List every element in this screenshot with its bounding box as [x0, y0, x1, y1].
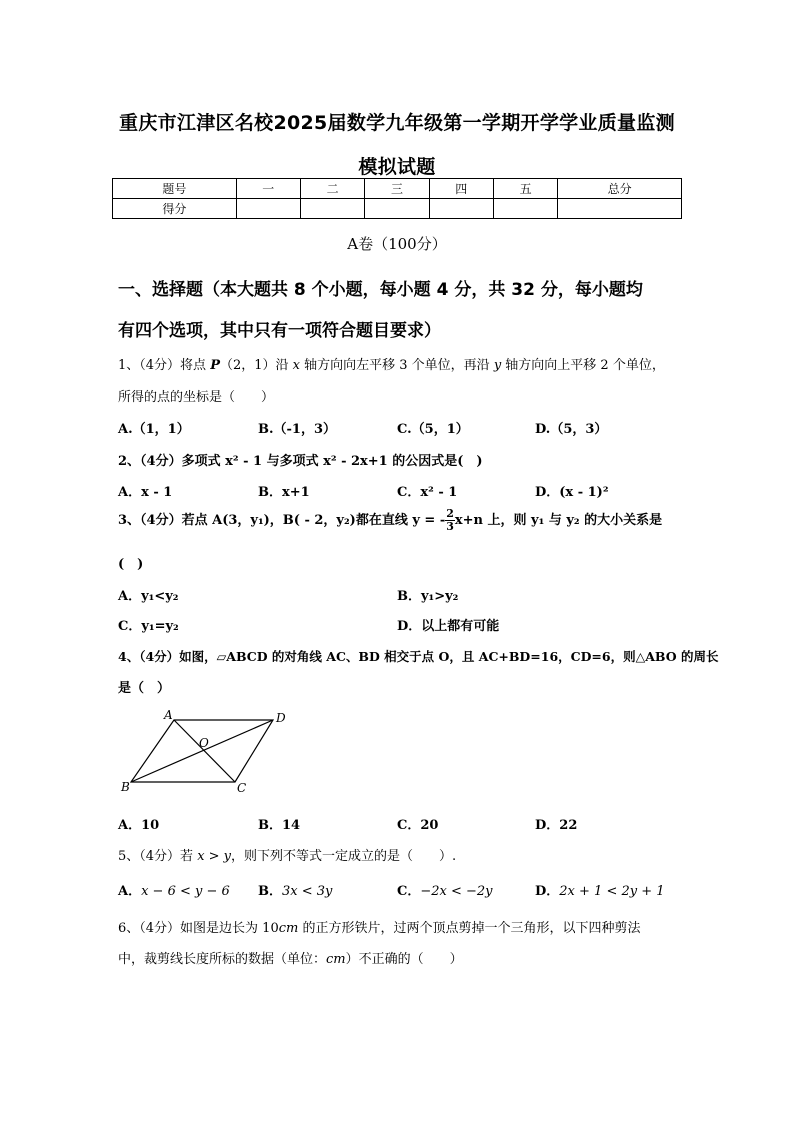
- q3-option-d[interactable]: D．以上都有可能: [397, 619, 500, 634]
- score-row-label: 得分: [113, 199, 237, 219]
- q5-option-b-prefix: B．: [258, 884, 282, 899]
- score-cell: [493, 199, 557, 219]
- exam-title-line1: 重庆市江津区名校2025届数学九年级第一学期开学学业质量监测: [119, 112, 675, 134]
- q5-condition: x > y: [197, 849, 232, 864]
- label-c: C: [237, 781, 247, 795]
- q6-unit-2: cm: [326, 952, 346, 967]
- q4-option-d[interactable]: D．22: [535, 818, 578, 833]
- q3-text-line1: [118, 508, 662, 533]
- score-header-cell: 二: [300, 179, 364, 199]
- q5-option-d[interactable]: [535, 880, 665, 899]
- q5-option-a-math: x − 6 < y − 6: [141, 884, 230, 899]
- score-header-cell: 五: [493, 179, 557, 199]
- q1-text-d: 轴方向向上平移 2 个单位，: [501, 358, 665, 373]
- part1-heading-line2: 有四个选项，其中只有一项符合题目要求）: [118, 321, 441, 341]
- q6-text-c: 中，裁剪线长度所标的数据（单位：: [118, 952, 327, 967]
- score-header-cell: 题号: [113, 179, 237, 199]
- q2-option-c[interactable]: C．x² - 1: [397, 485, 458, 500]
- score-cell: [365, 199, 429, 219]
- score-header-cell: 三: [365, 179, 429, 199]
- q4-option-c[interactable]: C．20: [397, 818, 439, 833]
- q1-axis-y: y: [493, 358, 502, 373]
- q6-text-d: ）不正确的（ ）: [345, 952, 463, 967]
- q3-option-b[interactable]: B．y₁>y₂: [397, 589, 459, 604]
- q2-option-b[interactable]: B．x+1: [258, 485, 310, 500]
- q5-option-a-prefix: A．: [118, 884, 142, 899]
- score-table-score-row: [113, 199, 682, 219]
- section-a-title: A卷（100分）: [347, 235, 447, 253]
- q2-option-d[interactable]: D．(x - 1)²: [535, 485, 609, 500]
- q4-option-b[interactable]: B．14: [258, 818, 301, 833]
- score-header-cell: 一: [236, 179, 300, 199]
- q5-option-d-math: 2x + 1 < 2y + 1: [559, 884, 665, 899]
- label-o: O: [199, 736, 209, 750]
- q1-text-b: （2，1）沿: [219, 358, 293, 373]
- diagonal-ac: [174, 720, 235, 782]
- part1-heading-line1: 一、选择题（本大题共 8 个小题，每小题 4 分，共 32 分，每小题均: [118, 280, 643, 300]
- q5-text-a: 5、（4分）若: [118, 849, 198, 864]
- q1-option-b[interactable]: B.（-1，3）: [258, 422, 337, 437]
- q5-option-a[interactable]: [118, 880, 230, 899]
- label-d: D: [276, 711, 286, 725]
- q5-option-c[interactable]: [397, 880, 493, 899]
- q2-option-a[interactable]: A．x - 1: [118, 485, 173, 500]
- score-cell: [236, 199, 300, 219]
- score-table-header-row: [113, 179, 682, 199]
- q5-option-c-prefix: C．: [397, 884, 421, 899]
- score-cell: [300, 199, 364, 219]
- q1-text-a: 1、（4分）将点: [118, 358, 211, 373]
- score-header-cell: 总分: [558, 179, 682, 199]
- q3-frac-den: 3: [446, 520, 454, 533]
- q6-text-b: 的正方形铁片，过两个顶点剪掉一个三角形，以下四种剪法: [298, 921, 641, 936]
- score-cell: [558, 199, 682, 219]
- exam-title-line2: 模拟试题: [358, 156, 436, 178]
- q1-option-d[interactable]: D.（5，3）: [535, 422, 608, 437]
- q5-option-b-math: 3x < 3y: [282, 884, 333, 899]
- q4-text-line2: 是（ ）: [118, 681, 171, 696]
- q1-text-line2: 所得的点的坐标是（ ）: [118, 390, 275, 405]
- q5-option-b[interactable]: [258, 880, 332, 899]
- q5-text-b: ，则下列不等式一定成立的是（ ）.: [231, 849, 457, 864]
- q4-option-a[interactable]: A．10: [118, 818, 160, 833]
- q3-text-b: x+n 上，则 y₁ 与 y₂ 的大小关系是: [454, 513, 663, 528]
- score-header-cell: 四: [429, 179, 493, 199]
- q6-text-line2: [118, 948, 463, 967]
- q3-text-a: 3、（4分）若点 A(3，y₁)，B( - 2，y₂)都在直线 y = -: [118, 513, 446, 528]
- q1-option-c[interactable]: C.（5，1）: [397, 422, 469, 437]
- q1-option-a[interactable]: A.（1，1）: [118, 422, 190, 437]
- q3-option-a[interactable]: A．y₁<y₂: [118, 589, 179, 604]
- parallelogram-figure: [118, 705, 298, 797]
- label-a: A: [164, 708, 173, 722]
- score-cell: [429, 199, 493, 219]
- score-table: [112, 178, 682, 219]
- q6-unit-1: cm: [278, 921, 299, 936]
- q5-text: [118, 845, 456, 864]
- q6-text-line1: [118, 917, 640, 936]
- q4-text-line1: 4、（4分）如图，▱ABCD 的对角线 AC、BD 相交于点 O，且 AC+BD=16，CD=6，则△ABO 的周长: [118, 649, 719, 664]
- q1-axis-x: x: [292, 358, 300, 373]
- q5-option-c-math: −2x < −2y: [420, 884, 493, 899]
- q1-point-p: P: [210, 358, 220, 373]
- q3-text-line2: ( ): [118, 557, 144, 572]
- q3-fraction: [445, 508, 455, 533]
- q3-option-c[interactable]: C．y₁=y₂: [118, 619, 179, 634]
- label-b: B: [121, 780, 130, 794]
- q3-frac-num: 2: [446, 507, 454, 520]
- q2-text: 2、（4分）多项式 x² - 1 与多项式 x² - 2x+1 的公因式是( ): [118, 454, 483, 469]
- q1-text-c: 轴方向向左平移 3 个单位，再沿: [300, 358, 494, 373]
- q5-option-d-prefix: D．: [535, 884, 560, 899]
- q6-text-a: 6、（4分）如图是边长为 10: [118, 921, 279, 936]
- q1-text-line1: [118, 354, 665, 373]
